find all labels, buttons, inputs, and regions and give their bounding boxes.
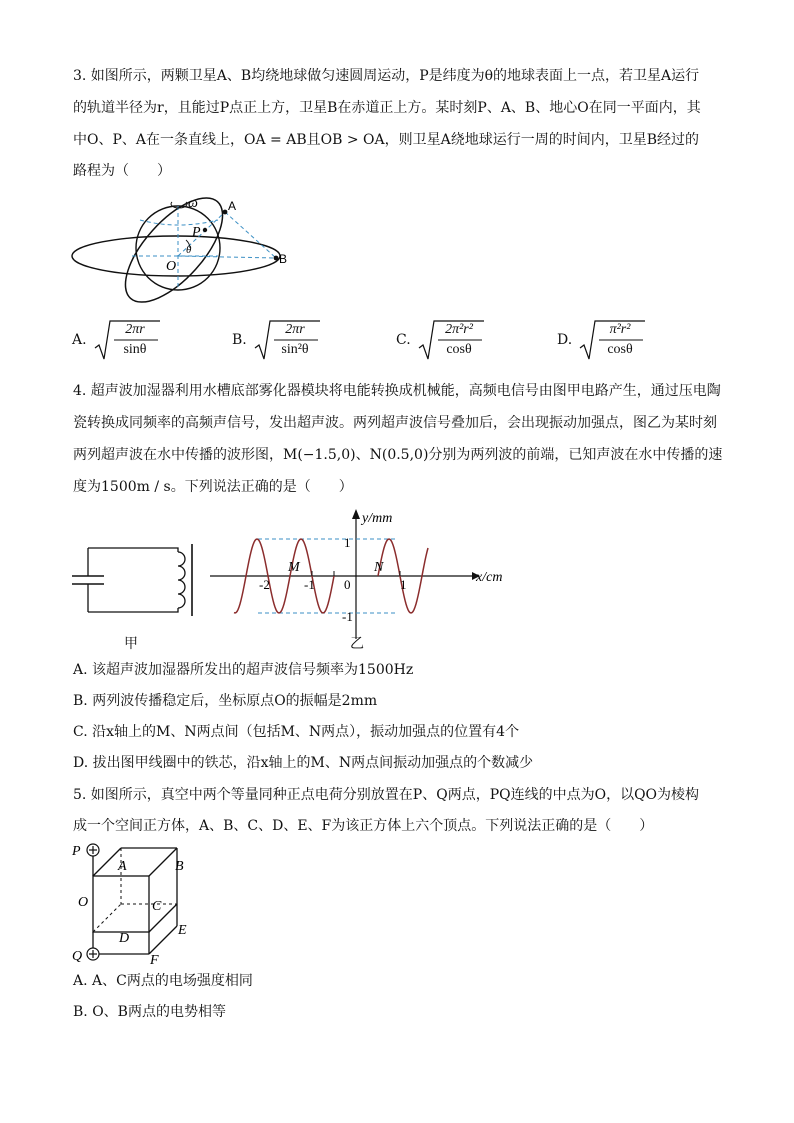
caption-jia: 甲	[124, 636, 138, 652]
cube-charge-diagram	[70, 838, 210, 966]
q5-option-b: B. O、B两点的电势相等	[73, 1004, 226, 1020]
y-axis-label: y/mm	[362, 511, 393, 526]
q4-line-3: 两列超声波在水中传播的波形图，M(−1.5,0)、N(0.5,0)分别为两列波的前端，已知声波在水中传播的速	[73, 447, 723, 463]
q3-option-letter: A.	[72, 332, 87, 348]
cube-e-label: E	[178, 923, 187, 938]
q3-option-letter: D.	[557, 332, 573, 348]
point-n-label: N	[374, 560, 384, 575]
point-a-label: A	[228, 199, 237, 213]
tick-y-1: 1	[344, 535, 351, 550]
q4-option-d: D. 拔出图甲线圈中的铁芯，沿x轴上的M、N两点间振动加强点的个数减少	[73, 755, 534, 771]
q3-line-3: 中O、P、A在一条直线上，OA = AB且OB > OA，则卫星A绕地球运行一周的时间内，卫星B经过的	[73, 132, 700, 148]
cube-f-label: F	[150, 953, 159, 968]
option-numerator: 2πr	[125, 322, 145, 337]
q4-option-c: C. 沿x轴上的M、N两点间（包括M、N两点），振动加强点的位置有4个	[73, 724, 520, 740]
option-denominator: sin²θ	[281, 342, 309, 357]
tick-zero: 0	[344, 577, 351, 592]
cube-p-label: P	[72, 844, 81, 859]
cube-o-label: O	[78, 895, 89, 910]
option-denominator: cosθ	[607, 342, 633, 357]
theta-label: θ	[186, 244, 192, 256]
option-denominator: cosθ	[446, 342, 472, 357]
option-numerator: π²r²	[609, 322, 631, 337]
caption-yi: 乙	[350, 636, 364, 652]
point-p-label: P	[192, 225, 201, 240]
cube-b-label: B	[175, 859, 184, 874]
point-m-label: M	[288, 560, 300, 575]
cube-q-label: Q	[72, 949, 83, 964]
q4-option-a: A. 该超声波加湿器所发出的超声波信号频率为1500Hz	[73, 662, 414, 678]
wave-graph	[206, 505, 503, 645]
q3-line-2: 的轨道半径为r，且能过P点正上方，卫星B在赤道正上方。某时刻P、A、B、地心O在同一平面内，其	[73, 100, 701, 116]
option-denominator: sinθ	[123, 342, 147, 357]
point-o-label: O	[166, 259, 177, 274]
q4-line-2: 瓷转换成同频率的高频声信号，发出超声波。两列超声波信号叠加后，会出现振动加强点，图乙为某时刻	[73, 415, 717, 431]
q5-line-2: 成一个空间正方体，A、B、C、D、E、F为该正方体上六个顶点。下列说法正确的是（ ）	[73, 818, 654, 834]
q5-line-1: 5. 如图所示，真空中两个等量同种正点电荷分别放置在P、Q两点，PQ连线的中点为O，以QO为棱构	[73, 787, 700, 803]
point-b-label: B	[279, 252, 288, 266]
q3-line-4: 路程为（ ）	[73, 163, 171, 179]
satellite-orbit-diagram	[68, 190, 298, 310]
cube-a-label: A	[118, 859, 127, 874]
tick-one: 1	[400, 577, 407, 592]
q3-option-letter: C.	[396, 332, 411, 348]
q4-option-b: B. 两列波传播稳定后，坐标原点O的振幅是2mm	[73, 693, 378, 709]
q5-option-a: A. A、C两点的电场强度相同	[73, 973, 253, 989]
q4-line-1: 4. 超声波加湿器利用水槽底部雾化器模块将电能转换成机械能，高频电信号由图甲电路产生，通过压电陶	[73, 383, 721, 399]
q3-option-letter: B.	[232, 332, 247, 348]
tick-y-neg1: -1	[342, 609, 353, 624]
cube-c-label: C	[152, 899, 162, 914]
option-numerator: 2πr	[285, 322, 305, 337]
omega-label: ω	[188, 196, 198, 211]
option-numerator: 2π²r²	[445, 322, 473, 337]
tick-neg2: -2	[259, 577, 270, 592]
x-axis-label: x/cm	[476, 570, 503, 585]
tick-neg1: -1	[304, 577, 315, 592]
cube-d-label: D	[119, 931, 130, 946]
q3-line-1: 3. 如图所示，两颗卫星A、B均绕地球做匀速圆周运动，P是纬度为θ的地球表面上一点，若卫星A运行	[73, 68, 700, 84]
q4-line-4: 度为1500m / s。下列说法正确的是（ ）	[73, 479, 353, 495]
circuit-diagram	[66, 538, 196, 620]
